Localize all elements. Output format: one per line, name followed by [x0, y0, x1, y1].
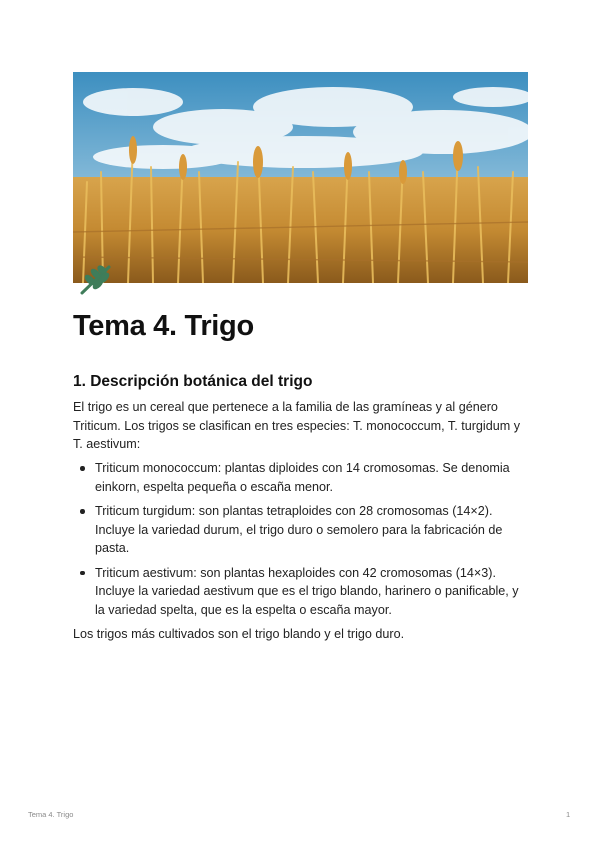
list-item: Triticum turgidum: son plantas tetraploides con 28 cromosomas (14×2). Incluye la variedad durum, el trigo duro o semolero para la fabricación de pasta. [73, 502, 531, 558]
closing-paragraph: Los trigos más cultivados son el trigo blando y el trigo duro. [73, 627, 405, 641]
intro-paragraph: El trigo es un cereal que pertenece a la familia de las gramíneas y al género Triticum. Los trigos se clasifican en tres especies: T. monococcum, T. turgidum y T. aestivum: [73, 400, 521, 451]
page-number: 1 [566, 810, 571, 819]
wheat-icon [78, 262, 114, 296]
section-heading: 1. Descripción botánica del trigo [73, 373, 313, 390]
cover-image [73, 72, 528, 283]
list-item: Triticum aestivum: son plantas hexaploides con 42 cromosomas (14×3). Incluye la variedad aestivum que es el trigo blando, harinero o panificable, y la variedad spelta, que es la espelta o escaña mayor. [73, 564, 531, 620]
list-item: Triticum monococcum: plantas diploides con 14 cromosomas. Se denomia einkorn, espelta pequeña o escaña menor. [73, 459, 531, 496]
page-title: Tema 4. Trigo [73, 310, 254, 342]
species-list [73, 459, 531, 625]
footer-label: Tema 4. Trigo [28, 810, 74, 819]
